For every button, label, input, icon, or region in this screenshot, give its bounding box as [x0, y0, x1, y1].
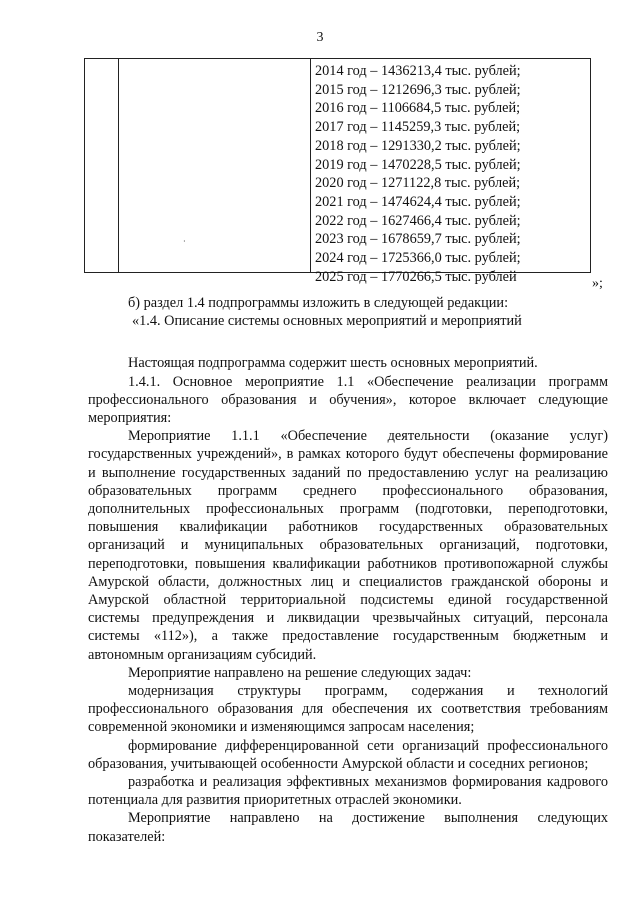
- document-body: [88, 294, 608, 846]
- table-mark: ·: [183, 237, 186, 246]
- year-row-2020: 2020 год – 1271122,8 тыс. рублей;: [315, 175, 521, 192]
- tasks-intro: Мероприятие направлено на решение следующих задач:: [128, 664, 472, 681]
- year-row-2022: 2022 год – 1627466,4 тыс. рублей;: [315, 212, 521, 229]
- year-row-2018: 2018 год – 1291330,2 тыс. рублей;: [315, 137, 521, 154]
- year-row-2014: 2014 год – 1436213,4 тыс. рублей;: [315, 63, 521, 79]
- year-row-2025: 2025 год – 1770266,5 тыс. рублей: [315, 268, 517, 285]
- task-item-1: модернизация структуры программ, содержания и технологий профессионального образования для обеспечения их соответствия требованиям современной экономики и изменяющимся запросам населения;: [88, 683, 608, 736]
- paragraph-1-1-1: Мероприятие 1.1.1 «Обеспечение деятельности (оказание услуг) государственных учреждений», в рамках которого будут обеспечены формирование и выполнение государственных заданий по предоставлению услуг на реализацию образовательных программ среднего профессионального образования, дополнительных профессиональных программ (подготовки, переподготовки, повышения квалификации работников государственных образовательных организаций и муниципальных образовательных организаций, подготовки, переподготовки, повышения квалификации работников противопожарной службы Амурской области, должностных лиц и специалистов гражданской обороны и Амурской областной территориальной подсистемы единой государственной системы предупреждения и ликвидации чрезвычайных ситуаций, персонала системы «112»), а также предоставление государственным бюджетным и автономным организациям субсидий.: [88, 428, 608, 663]
- paragraph-1-4-1: 1.4.1. Основное мероприятие 1.1 «Обеспечение реализации программ профессионального образования и обучения», которое включает следующие мероприятия:: [88, 373, 608, 427]
- year-row-2016: 2016 год – 1106684,5 тыс. рублей;: [315, 100, 521, 117]
- year-row-2015: 2015 год – 1212696,3 тыс. рублей;: [315, 81, 521, 98]
- funding-table: [84, 58, 591, 285]
- funding-years-list: [315, 62, 521, 286]
- table-closing-quote: »;: [592, 276, 603, 291]
- spacer: [88, 330, 608, 354]
- indicators-intro: Мероприятие направлено на достижение выполнения следующих показателей:: [88, 810, 608, 845]
- section-b-line: б) раздел 1.4 подпрограммы изложить в следующей редакции:: [128, 295, 509, 311]
- year-row-2024: 2024 год – 1725366,0 тыс. рублей;: [315, 250, 521, 267]
- task-item-2: формирование дифференцированной сети организаций профессионального образования, учитывающей особенности Амурской области и соседних регионов;: [88, 737, 608, 772]
- section-title: «1.4. Описание системы основных мероприятий и мероприятий: [132, 313, 522, 330]
- page-number: 3: [316, 30, 324, 45]
- year-row-2017: 2017 год – 1145259,3 тыс. рублей;: [315, 119, 521, 136]
- table-column-divider: [310, 59, 311, 272]
- year-row-2023: 2023 год – 1678659,7 тыс. рублей;: [315, 231, 521, 248]
- year-row-2019: 2019 год – 1470228,5 тыс. рублей;: [315, 156, 521, 173]
- table-column-divider: [118, 59, 119, 272]
- task-item-3: разработка и реализация эффективных механизмов формирования кадрового потенциала для развития приоритетных отраслей экономики.: [88, 774, 608, 809]
- year-row-2021: 2021 год – 1474624,4 тыс. рублей;: [315, 193, 521, 210]
- intro-paragraph: Настоящая подпрограмма содержит шесть основных мероприятий.: [128, 355, 538, 372]
